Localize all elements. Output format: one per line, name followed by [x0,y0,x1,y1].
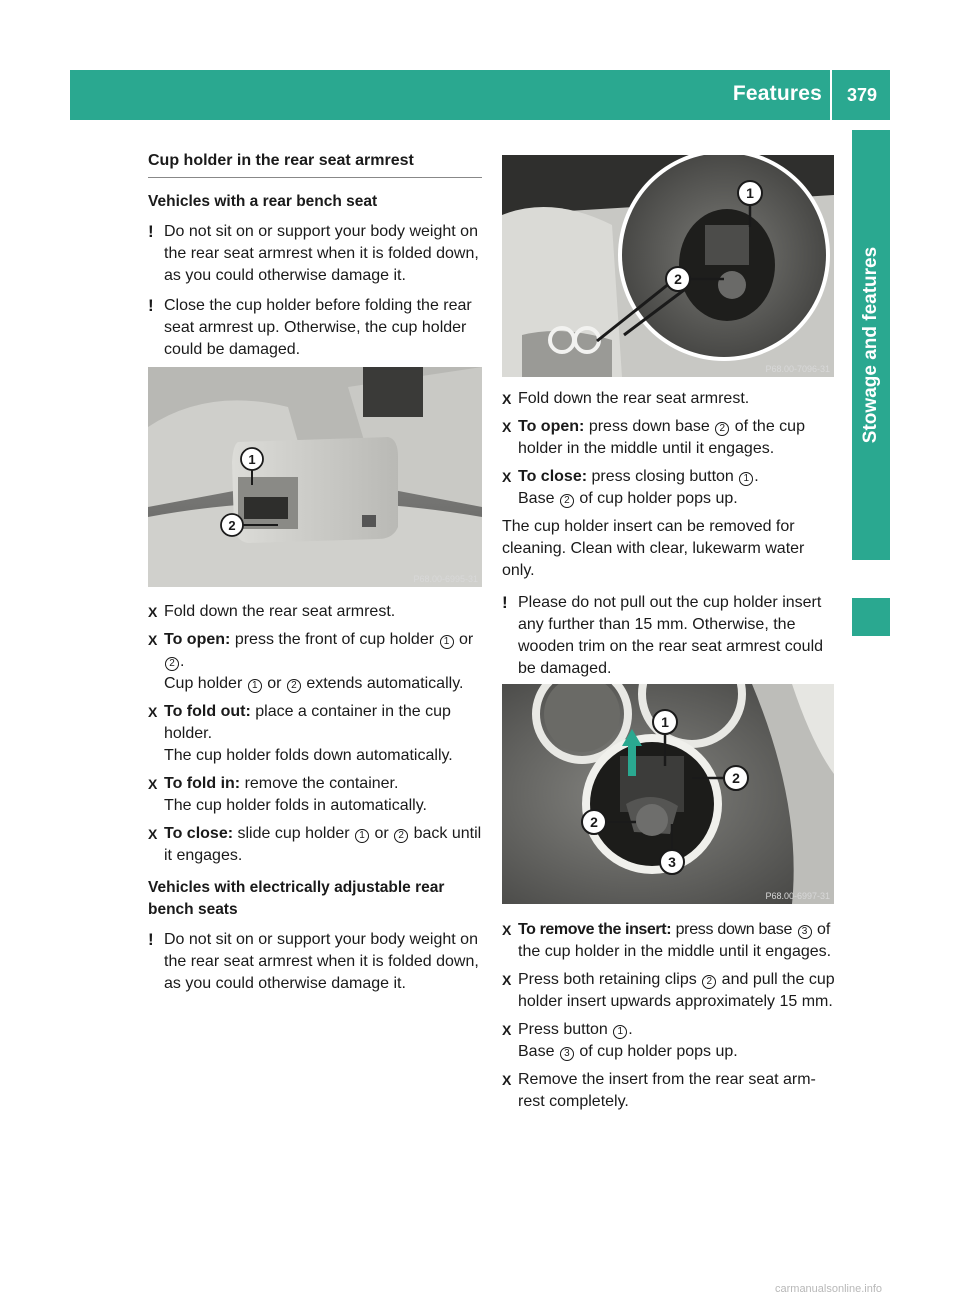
step-remove-insert: X To remove the insert: press down base 3 of the cup holder in the middle until it engages. [502,921,832,960]
subheading-electric: Vehicles with electrically adjustable rear bench seats [148,879,445,918]
step-remove-completely: X Remove the insert from the rear seat arm-rest completely. [502,1071,816,1110]
bullet-icon: X [502,1022,512,1038]
marker-1: 1 [746,185,754,201]
bullet-icon: X [148,604,158,620]
step-fold-down-2: X Fold down the rear seat armrest. [502,388,836,410]
step-press-clips: X Press both retaining clips 2 and pull the cup holder insert upwards approximately 15 mm. [502,971,835,1010]
page-number: 379 [846,85,878,105]
warning-2: ! Close the cup holder before folding the rear seat armrest up. Otherwise, the cup holder could be damaged. [148,296,472,358]
bullet-icon: X [148,704,158,720]
bullet-icon: X [502,1072,512,1088]
step-fold-down: X Fold down the rear seat armrest. [148,601,482,623]
marker-3: 3 [668,854,676,870]
section-rule [148,177,482,178]
marker-2: 2 [228,518,236,533]
left-steps [148,601,482,995]
step-open-2: X To open: press down base 2 of the cup holder in the middle until it engages. [502,418,805,457]
watermark: carmanualsonline.info [775,1283,883,1295]
bullet-icon: X [502,469,512,485]
bullet-icon: X [502,391,512,407]
bullet-icon: X [502,922,512,938]
warning-icon: ! [148,930,154,949]
bullet-icon: X [148,632,158,648]
photo-cabin [502,155,834,377]
warning-icon: ! [502,593,508,612]
marker-2-left: 2 [590,814,598,830]
image-code: P68.00-6997-31 [765,891,830,901]
header-title: Features [732,82,822,105]
step-close-2: X To close: press closing button 1 . Base 2 of cup holder pops up. [502,468,759,507]
header-divider [830,70,832,120]
bullet-icon: X [502,972,512,988]
section-title: Cup holder in the rear seat armrest [148,152,414,169]
bullet-icon: X [148,826,158,842]
photo-armrest [148,367,482,587]
warning-1: ! Do not sit on or support your body weight on the rear seat armrest when it is folded down, as you could otherwise damage it. [148,222,479,284]
warning-3: ! Do not sit on or support your body weight on the rear seat armrest when it is folded down, as you could otherwise damage it. [148,930,479,992]
image-code: P68.00-7096-31 [765,364,830,374]
side-tab-label: Stowage and features [860,246,882,444]
subheading-bench: Vehicles with a rear bench seat [148,193,378,210]
bullet-icon: X [502,419,512,435]
step-press-button: X Press button 1 . Base 3 of cup holder pops up. [502,1021,738,1060]
right-steps-2 [502,919,836,1119]
left-intro [148,191,482,361]
photo-insert [502,684,834,904]
warning-icon: ! [148,222,154,241]
side-tab-label-wrap [852,130,890,560]
step-fold-in: X To fold in: remove the container. The cup holder folds in automatically. [148,775,427,814]
step-close: X To close: slide cup holder 1 or 2 back until it engages. [148,825,482,864]
warning-icon: ! [148,296,154,315]
cabin-illustration [502,155,834,377]
armrest-illustration [148,367,482,587]
insert-illustration [502,684,834,904]
step-open: X To open: press the front of cup holder 1 or 2 . Cup holder 1 or 2 extends automatically. [148,631,474,692]
bullet-icon: X [148,776,158,792]
marker-2: 2 [674,271,682,287]
marker-1: 1 [661,714,669,730]
cleaning-note: The cup holder insert can be removed for cleaning. Clean with clear, lukewarm water only. [502,518,805,579]
side-marker [852,598,890,636]
image-code: P68.00-6995-31 [413,574,478,584]
right-steps [502,388,836,680]
marker-1: 1 [248,452,256,467]
step-fold-out: X To fold out: place a container in the cup holder. The cup holder folds down automatically. [148,703,453,764]
marker-2-right: 2 [732,770,740,786]
warning-4: ! Please do not pull out the cup holder insert any further than 15 mm. Otherwise, the wooden trim on the rear seat armrest could be damaged. [502,593,824,677]
